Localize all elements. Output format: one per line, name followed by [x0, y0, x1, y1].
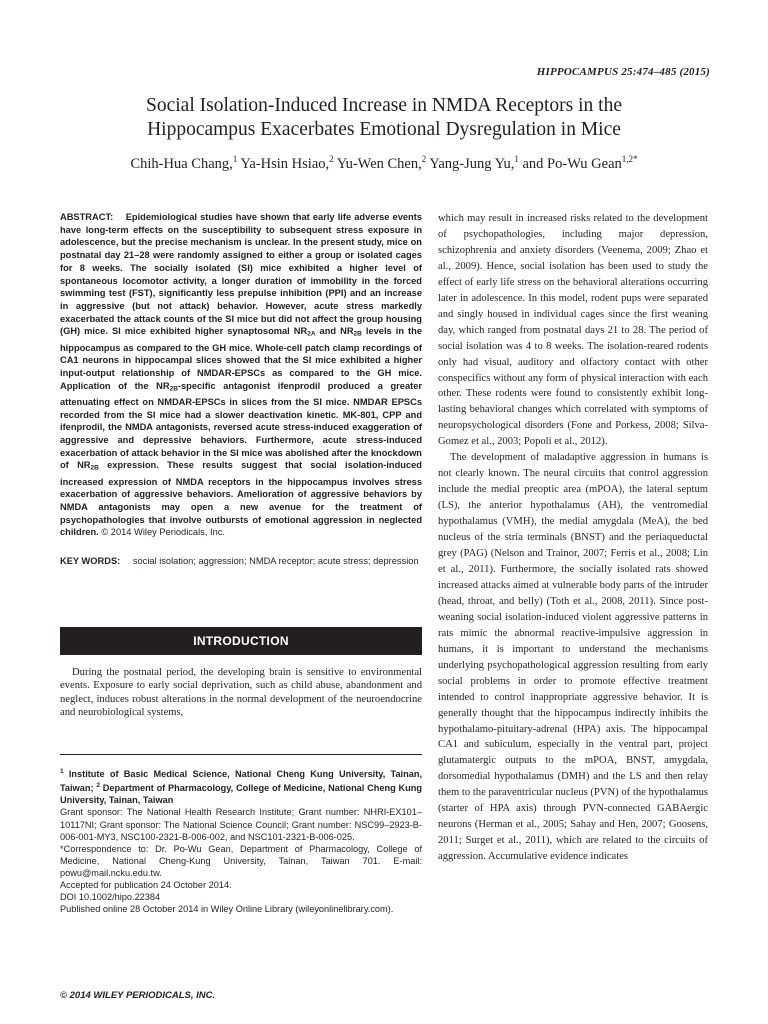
subscript: 2B	[353, 330, 362, 338]
accepted-date: Accepted for publication 24 October 2014.	[60, 879, 232, 890]
abstract-text-3: levels in the hippocampus as compared to the GH mice. Whole-cell patch clamp recordings of CA1 neurons in hippocampal slices showed that the SI mice exhibited a higher input-output relationship of NMDAR-EPSCs as compared to the GH mice. Application of the NR	[60, 326, 422, 391]
abstract-label: ABSTRACT:	[60, 212, 114, 222]
correspondence: *Correspondence to: Dr. Po-Wu Gean, Department of Pharmacology, College of Medicine, National Cheng-Kung University, Tainan, Taiwan 701. E-mail: powu@mail.ncku.edu.tw.	[60, 843, 422, 878]
body-paragraph-1: which may result in increased risks related to the development of psychopathologies, including major depression, schizophrenia and anxiety disorders (Veenema, 2009; Zhao et al., 2009). Hence, social isolation has been used to study the effect of early life stress on the behavioral alterations occurring later in adolescence. In this model, rodent pups were separated and singly housed in individual cages since the first weaning day, which ranged from postnatal days 21 to 28. The period of social isolation was 4 to 8 weeks. The isolation-reared rodents only had visual, auditory and olfactory contact with other conspecifics without any form of physical interaction with each other. These rodents were found to consistently exhibit long-lasting behavioral changes which correlated with symptoms of neuropsychological disorders (Fone and Porkess, 2008; Silva-Gomez et al., 2003; Popoli et al., 2012).	[438, 213, 708, 448]
introduction-paragraph: During the postnatal period, the developing brain is sensitive to environmental events. Exposure to early social deprivation, such as child abuse, abandonment and neglect, induces robust alterations in the normal development of the neuroendocrine and neurobiological systems,	[60, 667, 422, 718]
author-name: Yang-Jung Yu,	[429, 155, 515, 172]
affiliation-1: Institute of Basic Medical Science, National Cheng Kung University, Tainan, Taiwan;	[60, 769, 422, 794]
author-name: Ya-Hsin Hsiao,	[240, 155, 330, 172]
subscript: 2A	[307, 330, 316, 338]
author-name: Chih-Hua Chang,	[130, 155, 233, 172]
affiliation-mark: 1	[60, 768, 64, 775]
grant-info: Grant sponsor: The National Health Research Institute; Grant number: NHRI-EX101–10117NI; Grant sponsor: The National Science Council; Grant number: NSC99–2923-B-006-001-MY3, NSC100-2321-B-006-002, and NSC101-2321-B-006-025.	[60, 807, 422, 842]
affiliation-mark: 2	[96, 782, 100, 790]
abstract	[60, 211, 422, 539]
doi: DOI 10.1002/hipo.22384	[60, 892, 161, 903]
affiliation-2: Department of Pharmacology, College of Medicine, National Cheng Kung University, Tainan, Taiwan	[60, 783, 422, 806]
body-paragraph-2: The development of maladaptive aggression in humans is not clearly known. The neural circuits that control aggression include the medial preoptic area (mPOA), the lateral septum (LS), the anterior hypothalamus (AH), the ventromedial hypothalamus (VMH), the medial amygdala (MeA), the bed nucleus of the stria terminals (BNST) and the periaqueductal grey (PAG) (Nelson and Trainor, 2007; Ferris et al., 2008; Lin et al., 2011). Furthermore, the socially isolated rats showed increased attacks aimed at vulnerable body parts of the intruder (head, throat, and belly) (Toth et al., 2008, 2011). Since post-weaning social isolation-induced violent aggressive patterns in rats mimic the abnormal reactive-impulsive aggression in humans, it is important to understand the mechanisms underlying psychopathological aggression resulting from early social problems in order to promote effective treatment intended to control inappropriate aggressive behavior. It is generally thought that the hippocampus indirectly inhibits the hypothalamo-pituitary-adrenal (HPA) axis. The hippocampal CA1 and subiculum, especially in the ventral part, project glutamatergic outputs to the mPOA, BNST, amygdala, dorsomedial hypothalamus (DMH) and the LS and then relay them to the paraventricular nucleus (PVN) of the hypothalamus (starter of HPA axis) through PVN-connected GABAergic neurons (Herman et al., 2005; Sahay and Hen, 2007; Goosens, 2011; Surget et al., 2011), which are related to the circuits of aggression. Accumulative evidence indicates	[438, 452, 708, 863]
article-title	[0, 94, 768, 142]
author-affiliation: 1	[232, 154, 238, 164]
affiliations	[60, 766, 422, 806]
title-line-1: Social Isolation-Induced Increase in NMDA Receptors in the	[146, 95, 622, 116]
abstract-text-1: Epidemiological studies have shown that early life adverse events have long-term effects on the susceptibility to subsequent stress exposure in adolescence, but the precise mechanism is unclear. In the present study, mice on postnatal day 21–28 were randomly assigned to either a group or isolated cages for 8 weeks. The socially isolated (SI) mice exhibited a higher level of spontaneous locomotor activity, a longer duration of immobility in the forced swimming test (FST), significantly less prepulse inhibition (PPI) and an increase in aggressive (but not attack) behavior. However, acute stress markedly exacerbated the attack counts of the SI mice but did not affect the group housing (GH) mice. SI mice exhibited higher synaptosomal NR	[60, 212, 422, 337]
keywords-text: social isolation; aggression; NMDA receptor; acute stress; depression	[132, 556, 419, 566]
footnotes	[60, 766, 422, 915]
author-affiliation: 2	[329, 154, 334, 164]
keywords-label: KEY WORDS:	[60, 556, 121, 566]
abstract-text-4: -specific antagonist ifenprodil produced a greater attenuating effect on NMDAR-EPSCs in slices from the SI mice. NMDAR EPSCs recorded from the SI mice had a slower deactivation kinetic. MK-801, CPP and ifenprodil, the NMDA antagonists, reversed acute stress-induced exaggeration of aggressive and depressive behaviors. Furthermore, acute stress-induced exacerbation of attack behavior in the SI mice was abolished after the knockdown of NR	[60, 380, 423, 471]
author-affiliation: 1	[514, 154, 519, 164]
author-list	[0, 154, 768, 173]
body-right-column	[438, 211, 708, 865]
title-line-2: Hippocampus Exacerbates Emotional Dysregulation in Mice	[147, 119, 621, 140]
footnote-divider	[60, 754, 422, 755]
keywords	[60, 555, 422, 568]
subscript: 2B	[169, 385, 178, 393]
author-name: and Po-Wu Gean	[522, 155, 622, 172]
introduction-heading: INTRODUCTION	[60, 627, 422, 655]
abstract-text-5: expression. These results suggest that social isolation-induced increased expression of NMDA receptors in the hippocampus involves stress exacerbation of aggressive behaviors. Amelioration of aggressive behaviors by NMDA antagonists may open a new avenue for the treatment of psychopathologies that involve outbursts of emotional aggression in neglected children.	[60, 460, 422, 538]
journal-citation: HIPPOCAMPUS 25:474–485 (2015)	[536, 66, 710, 78]
abstract-text-2: and NR	[315, 326, 354, 337]
author-name: Yu-Wen Chen,	[336, 155, 422, 172]
subscript: 2B	[90, 464, 99, 472]
abstract-copyright: © 2014 Wiley Periodicals, Inc.	[101, 527, 225, 538]
author-affiliation: 1,2*	[621, 154, 638, 164]
published-info: Published online 28 October 2014 in Wiley Online Library (wileyonlinelibrary.com).	[60, 904, 394, 915]
page-copyright: © 2014 WILEY PERIODICALS, INC.	[60, 990, 216, 1001]
author-affiliation: 2	[421, 154, 427, 164]
introduction-text	[60, 666, 422, 719]
